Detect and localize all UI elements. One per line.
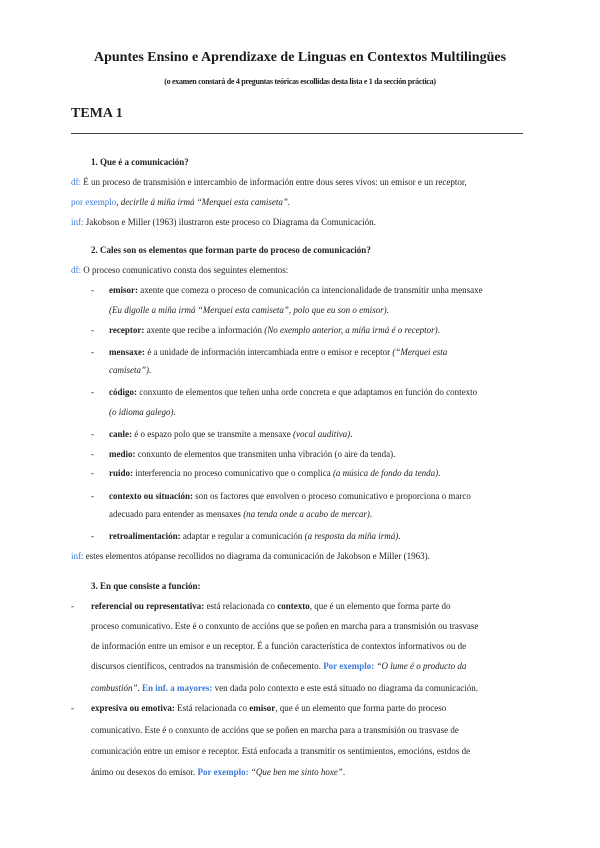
example-label: por exemplo	[71, 197, 117, 207]
list-bullet: -	[71, 601, 74, 611]
list-bullet: -	[91, 429, 94, 439]
q2-info: inf: estes elementos atópanse recollidos no diagrama da comunicación de Jakobson e Miller (1963).	[71, 551, 430, 561]
list-item: mensaxe: é a unidade de información intercambiada entre o emisor e receptor (“Merquei esta	[109, 347, 448, 357]
page-subtitle: (o examen constará de 4 preguntas teóricas escollidas desta lista e 1 da sección práctica)	[164, 77, 436, 86]
list-item: canle: é o espazo polo que se transmite a mensaxe (vocal auditiva).	[109, 429, 353, 439]
q2-definition: df: O proceso comunicativo consta dos seguintes elementos:	[71, 265, 289, 275]
inf-label: inf:	[71, 551, 84, 561]
q1-example: por exemplo, decirlle á miña irmá “Merquei esta camiseta”.	[71, 197, 291, 207]
list-item: contexto ou situación: son os factores que envolven o proceso comunicativo e proporciona o marco	[109, 491, 471, 501]
list-item: retroalimentación: adaptar e regular a comunicación (a resposta da miña irmá).	[109, 531, 401, 541]
list-bullet: -	[91, 449, 94, 459]
page-title: Apuntes Ensino e Aprendizaxe de Linguas en Contextos Multilingües	[93, 50, 507, 65]
list-bullet: -	[91, 285, 94, 295]
list-item: ruido: interferencia no proceso comunicativo que o complica (a música de fondo da tenda).	[109, 468, 441, 478]
paragraph-line: discursos científicos, centrados na transmisión de coñecemento. Por exemplo: “O lume é o producto da	[91, 661, 467, 671]
section-heading: TEMA 1	[71, 106, 123, 121]
list-item: medio: conxunto de elementos que transmiten unha vibración (o aire da tenda).	[109, 449, 396, 459]
paragraph-line: comunicación entre un emisor e receptor. Está enfocada a transmitir os sentimientos, emocións, estdos de	[91, 746, 471, 756]
list-item-cont: adecuado para entender as mensaxes (na tenda onde a acabo de mercar).	[109, 509, 373, 519]
list-item-cont: (o idioma galego).	[109, 407, 176, 417]
question-2-heading: 2. Cales son os elementos que forman parte do proceso de comunicación?	[91, 245, 371, 255]
example-label: Por exemplo:	[323, 661, 375, 671]
list-bullet: -	[91, 387, 94, 397]
function-expresiva: expresiva ou emotiva: Está relacionada co emisor, que é un elemento que forma parte do proceso	[91, 703, 447, 713]
df-label: df:	[71, 177, 81, 187]
question-3-heading: 3. En que consiste a función:	[91, 581, 201, 591]
list-bullet: -	[71, 703, 74, 713]
list-bullet: -	[91, 491, 94, 501]
list-item-cont: (Eu digolle a miña irmá “Merquei esta camiseta”, polo que eu son o emisor).	[109, 305, 389, 315]
inf-label: inf:	[71, 217, 84, 227]
example-label: Por exemplo:	[197, 767, 249, 777]
list-item: código: conxunto de elementos que teñen unha orde concreta e que adaptamos en función do contexto	[109, 387, 478, 397]
list-bullet: -	[91, 325, 94, 335]
list-item: emisor: axente que comeza o proceso de comunicación ca intencionalidade de transmitir unha mensaxe	[109, 285, 483, 295]
function-referencial: referencial ou representativa: está relacionada co contexto, que é un elemento que forma parte do	[91, 601, 451, 611]
list-item: receptor: axente que recibe a información (No exemplo anterior, a miña irmá é o receptor).	[109, 325, 440, 335]
paragraph-line: proceso comunicativo. Este é o conxunto de accións que se poñen en marcha para a transmisión ou trasvase	[91, 621, 479, 631]
paragraph-line: comunicativo. Este é o conxunto de accións que se poñen en marcha para a transmisión ou trasvase de	[91, 725, 459, 735]
list-bullet: -	[91, 468, 94, 478]
paragraph-line: ánimo ou desexos do emisor. Por exemplo: “Que ben me sinto hoxe”.	[91, 767, 346, 777]
q1-info: inf: Jakobson e Miller (1963) ilustraron este proceso co Diagrama da Comunicación.	[71, 217, 376, 227]
list-bullet: -	[91, 531, 94, 541]
list-bullet: -	[91, 347, 94, 357]
paragraph-line: de información entre un emisor e un receptor. É a función característica de contextos informativos ou de	[91, 641, 467, 651]
divider	[71, 133, 523, 134]
list-item-cont: camiseta”).	[109, 365, 152, 375]
paragraph-line: combustión”. En inf. a mayores: ven dada polo contexto e este está situado no diagrama da comunicación.	[91, 683, 479, 693]
question-1-heading: 1. Que é a comunicación?	[91, 157, 189, 167]
df-label: df:	[71, 265, 81, 275]
inf-label: En inf. a mayores:	[142, 683, 213, 693]
q1-definition: df: É un proceso de transmisión e intercambio de información entre dous seres vivos: un emisor e un receptor,	[71, 177, 467, 187]
